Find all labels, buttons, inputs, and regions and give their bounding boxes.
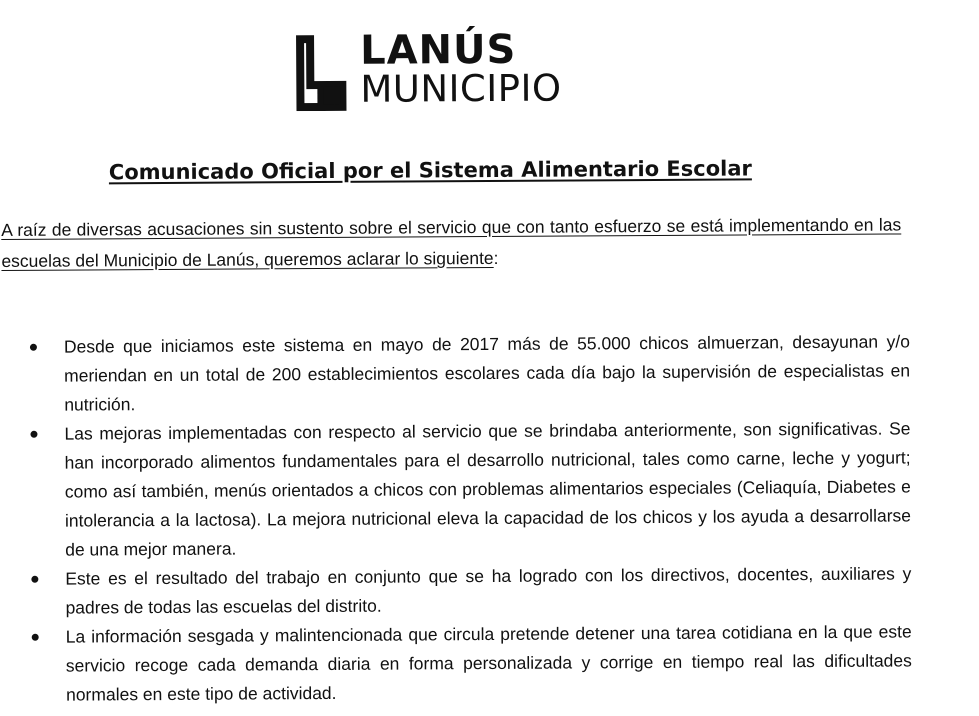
bullet-text: La información sesgada y malintencionada que circula pretende detener una tarea cotidiana en la que este servicio recoge cada demanda diaria en forma personalizada y corrige en tiempo real las dificultades normales en este tipo de actividad.: [66, 621, 912, 704]
bullet-icon: [32, 634, 39, 641]
list-item: [32, 617, 913, 709]
list-item: [30, 327, 911, 419]
lanus-logo-mark-icon: [294, 35, 350, 111]
bullet-icon: [30, 431, 37, 438]
logo-subtitle: MUNICIPIO: [360, 68, 561, 111]
municipio-logo: [294, 28, 565, 116]
intro-colon: :: [494, 248, 499, 268]
bullet-icon: [31, 576, 38, 583]
bullet-text: Este es el resultado del trabajo en conjunto que se ha logrado con los directivos, docentes, auxiliares y padres de todas las escuelas del distrito.: [65, 563, 911, 617]
list-item: [30, 414, 911, 564]
intro-underlined-text: A raíz de diversas acusaciones sin sustento sobre el servicio que con tanto esfuerzo se está implementando en las escuelas del Municipio de Lanús, queremos aclarar lo siguiente: [1, 214, 901, 270]
logo-title: LANÚS: [360, 28, 516, 73]
bullet-icon: [30, 344, 37, 351]
intro-paragraph: [1, 209, 901, 276]
document-title: Comunicado Oficial por el Sistema Alimentario Escolar: [109, 156, 809, 184]
list-item: [31, 559, 911, 622]
bullet-text: Las mejoras implementadas con respecto al servicio que se brindaba anteriormente, son significativas. Se han incorporado alimentos fundamentales para el desarrollo nutricional, tales como carne, leche y yogurt; como así también, menús orientados a chicos con problemas alimentarios especiales (Celiaquía, Diabetes e intolerancia a la lactosa). La mejora nutricional eleva la capacidad de los chicos y los ayuda a desarrollarse de una mejor manera.: [64, 418, 911, 559]
bullet-list: [30, 327, 912, 709]
bullet-text: Desde que iniciamos este sistema en mayo de 2017 más de 55.000 chicos almuerzan, desayunan y/o meriendan en un total de 200 establecimientos escolares cada día bajo la supervisión de especialistas en nutrición.: [64, 331, 910, 414]
